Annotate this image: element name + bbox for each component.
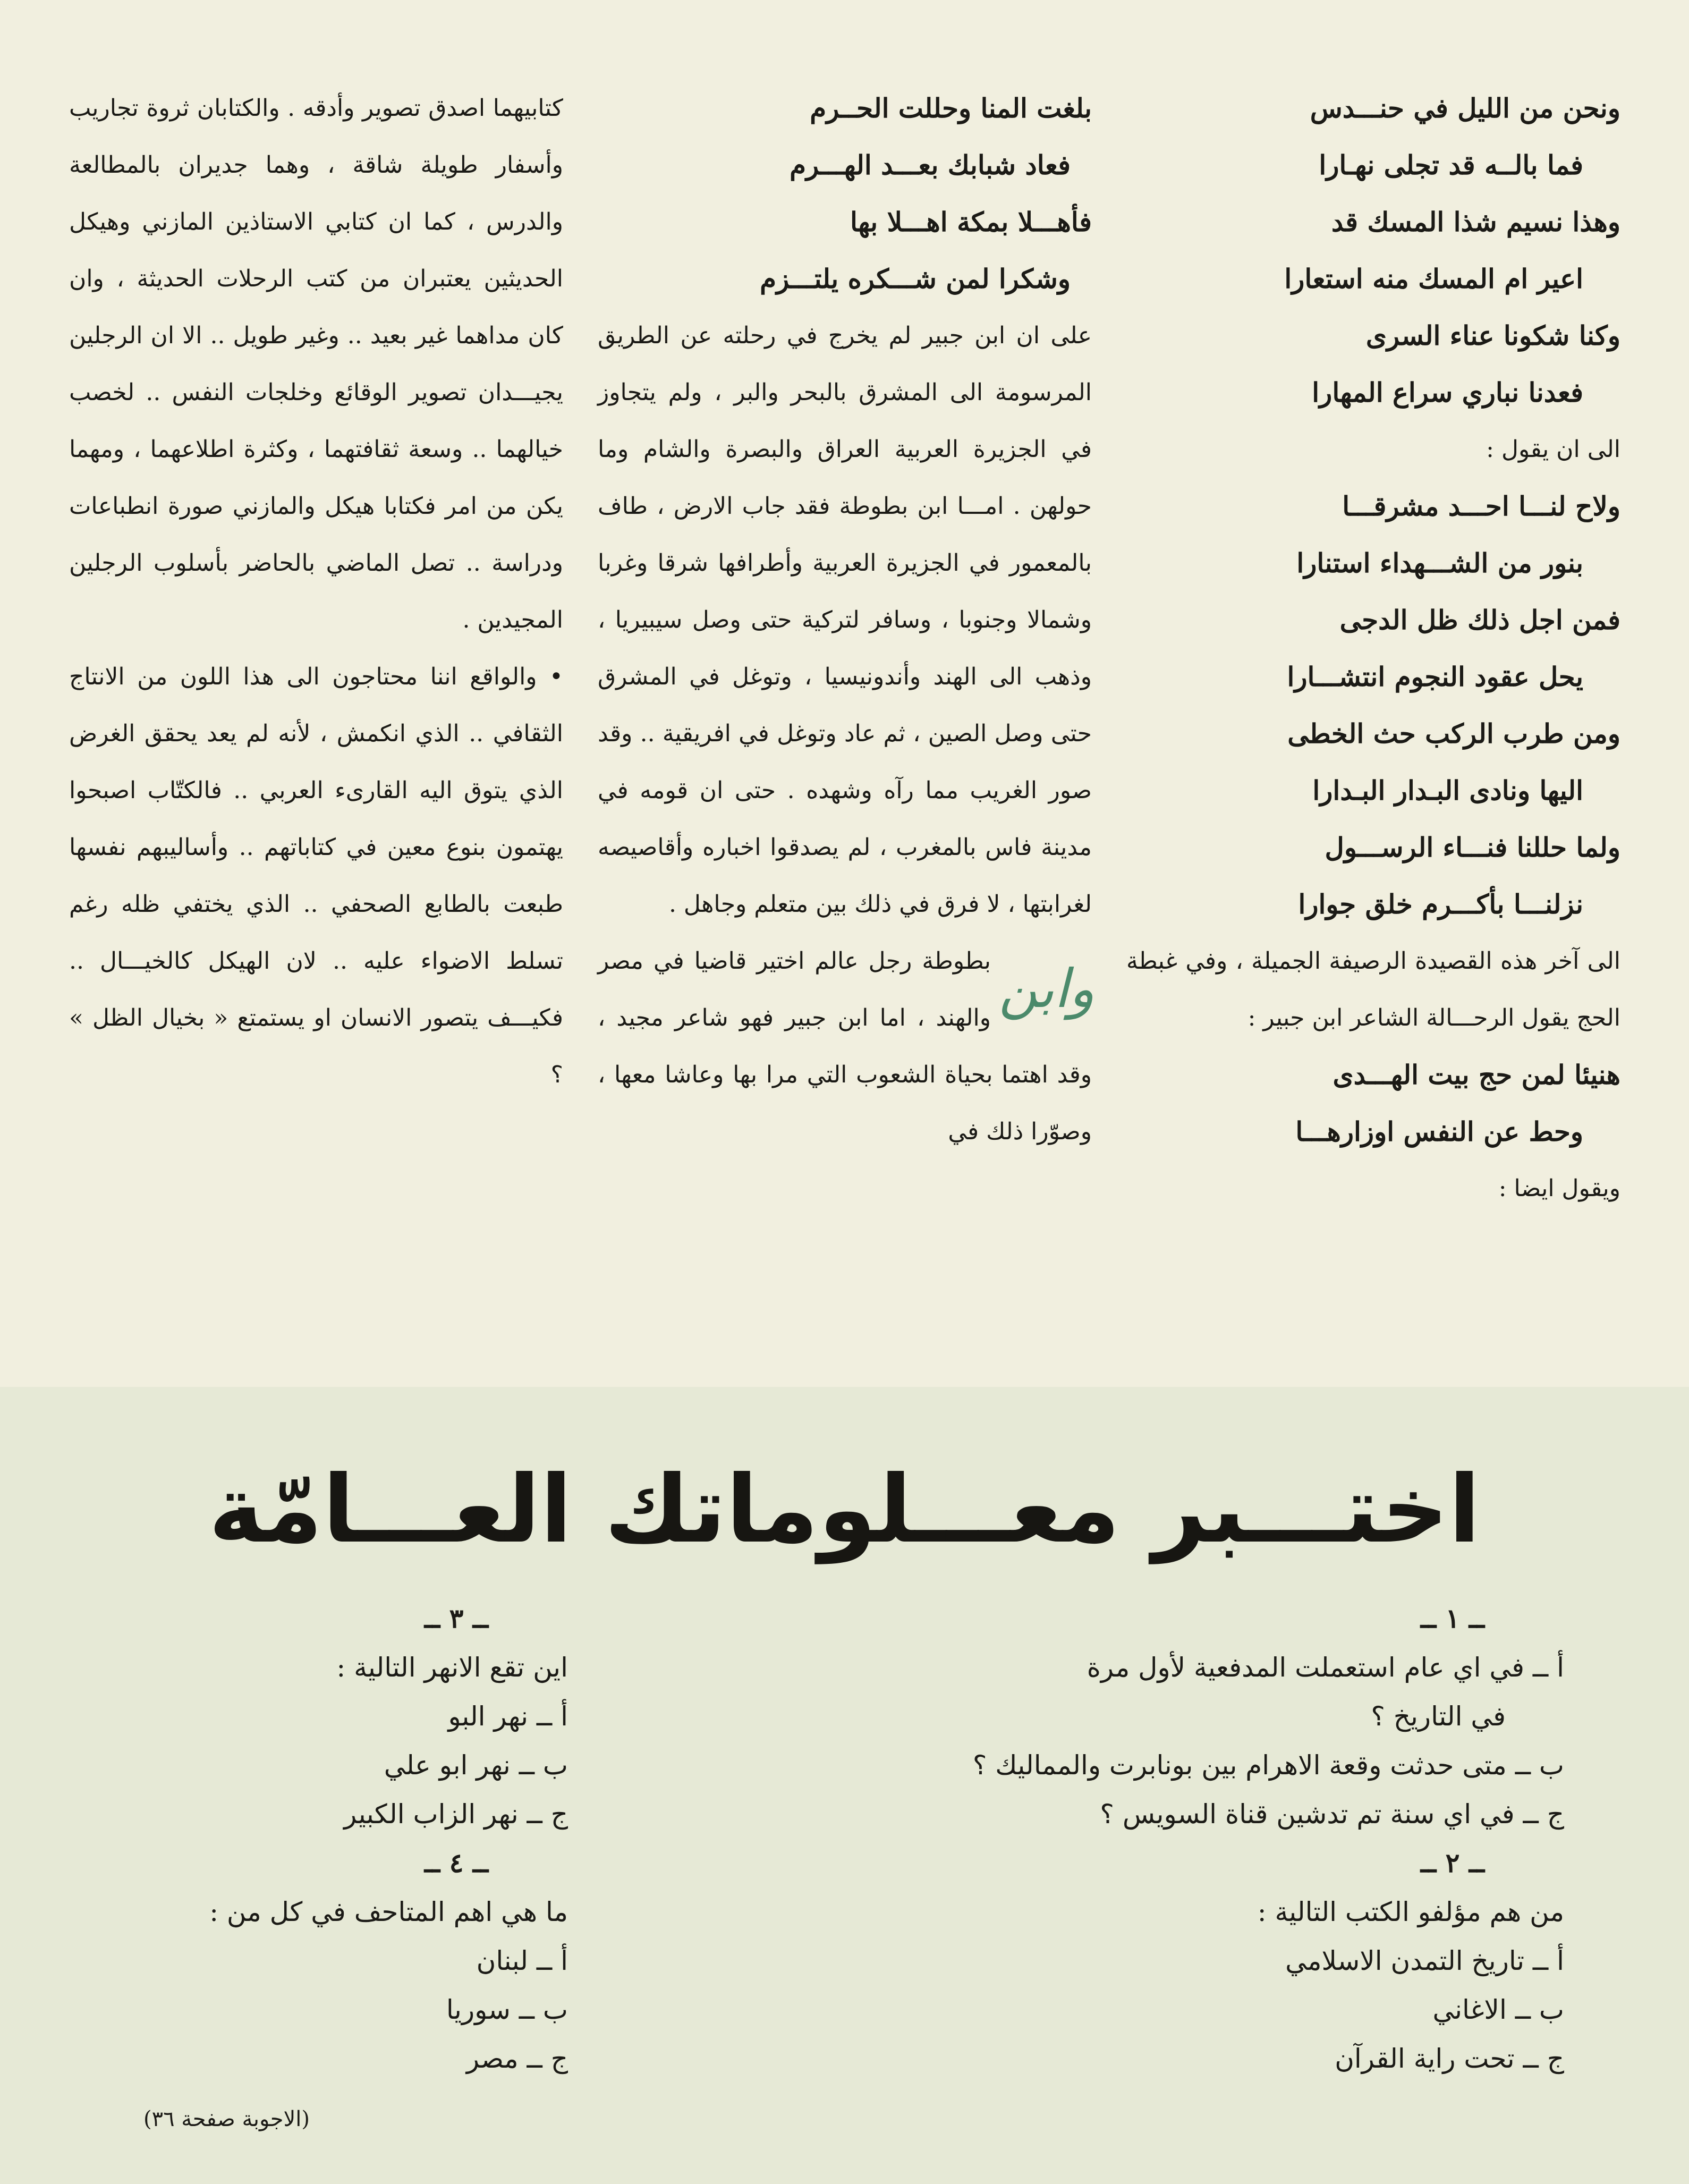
question-number: ــ ٣ ــ xyxy=(424,1603,489,1634)
verse-line: ومن طرب الركب حث الخطى xyxy=(1287,718,1620,749)
paragraph-with-dropcap xyxy=(598,933,1095,1160)
verse-line: وحط عن النفس اوزارهـــا xyxy=(1295,1116,1583,1147)
question-number: ــ ١ ــ xyxy=(1420,1603,1485,1634)
verse-line: وهذا نسيم شذا المسك قد xyxy=(1331,206,1620,238)
verse-line: اليها ونادى البـدار البـدارا xyxy=(1312,775,1583,806)
verses-block xyxy=(598,80,1092,307)
paragraph: ويقول ايضا : xyxy=(1498,1175,1620,1202)
column-right xyxy=(1126,80,1620,1217)
question-line: ج ــ تحت راية القرآن xyxy=(1335,2043,1564,2074)
column-left xyxy=(69,80,563,1103)
question-line: في التاريخ ؟ xyxy=(1371,1701,1506,1732)
question-line: ما هي اهم المتاحف في كل من : xyxy=(209,1897,568,1927)
question-line: من هم مؤلفو الكتب التالية : xyxy=(1257,1897,1564,1927)
question-line: ج ــ نهر الزاب الكبير xyxy=(344,1799,568,1830)
verse-line: فما بالــه قد تجلى نهـارا xyxy=(1319,149,1583,181)
verse-line: وكنا شكونا عناء السرى xyxy=(1365,320,1620,351)
decorative-initial: وابن xyxy=(998,957,1095,1020)
paragraph: على ان ابن جبير لم يخرج في رحلته عن الطريق المرسومة الى المشرق بالبحر والبر ، ولم يتجاوز في الجزيرة العربية العراق والبصرة والشام وما حولهن . امـــا ابن بطوطة فقد جاب الارض ، طاف بالمعمور في الجزيرة العربية وأطرافها شرقا وغربا وشمالا وجنوبا ، وسافر لتركية حتى وصل سيبيريا ، وذهب الى الهند وأندونيسيا ، وتوغل في المشرق حتى وصل الصين ، ثم عاد وتوغل في افريقية .. وقد صور الغريب مما رآه وشهده . حتى ان قومه في مدينة فاس بالمغرب ، لم يصدقوا اخباره وأقاصيصه لغرابتها ، لا فرق في ذلك بين متعلم وجاهل . xyxy=(598,322,1092,918)
question-line: ب ــ سوريا xyxy=(446,1994,568,2025)
verse-line: ولاح لنـــا احـــد مشرقـــا xyxy=(1342,490,1620,522)
paragraph: كتابيهما اصدق تصوير وأدقه . والكتابان ثروة تجاريب وأسفار طويلة شاقة ، وهما جديران بالمطالعة والدرس ، كما ان كتابي الاستاذين المازني وهيكل الحديثين يعتبران من كتب الرحلات الحديثة ، وان كان مداهما غير بعيد .. وغير طويل .. الا ان الرجلين يجيـــدان تصوير الوقائع وخلجات النفس .. لخصب خيالهما .. وسعة ثقافتهما ، وكثرة اطلاعهما ، ومهما يكن من امر فكتابا هيكل والمازني صورة انطباعات ودراسة .. تصل الماضي بالحاضر بأسلوب الرجلين المجيدين . xyxy=(69,95,563,633)
question-line: أ ــ لبنان xyxy=(476,1945,568,1976)
verse-line: ولما حللنا فنـــاء الرســـول xyxy=(1325,832,1620,863)
verse-line: بلغت المنا وحللت الحــرم xyxy=(810,92,1092,124)
verse-line: بنور من الشـــهداء استنارا xyxy=(1296,547,1583,579)
question-line: ب ــ نهر ابو علي xyxy=(384,1750,568,1781)
question-number: ــ ٤ ــ xyxy=(424,1847,489,1878)
verse-line: فعاد شبابك بعـــد الهـــرم xyxy=(790,149,1071,181)
article xyxy=(69,80,1620,1302)
question-line: اين تقع الانهر التالية : xyxy=(336,1652,568,1683)
verse-line: هنيئا لمن حج بيت الهـــدى xyxy=(1332,1059,1620,1090)
verse-line: اعير ام المسك منه استعارا xyxy=(1284,263,1583,294)
question-line: ب ــ الاغاني xyxy=(1432,1994,1564,2025)
quiz-title: اختـــبر معـــلوماتك العـــامّة xyxy=(208,1456,1481,1564)
verse-line: فأهـــلا بمكة اهـــلا بها xyxy=(850,206,1092,238)
quiz-column-right xyxy=(873,1594,1564,2083)
quiz-column-left xyxy=(90,1594,568,2083)
question-line: ج ــ مصر xyxy=(466,2043,568,2074)
paragraph: الى ان يقول : xyxy=(1486,436,1620,463)
question-line: أ ــ نهر البو xyxy=(448,1701,568,1732)
verse-line: وشكرا لمن شـــكره يلتـــزم xyxy=(760,263,1071,294)
question-number: ــ ٢ ــ xyxy=(1420,1847,1485,1878)
question-line: أ ــ في اي عام استعملت المدفعية لأول مرة xyxy=(1087,1652,1564,1683)
column-middle xyxy=(598,80,1095,1160)
verse-line: فعدنا نباري سراع المهارا xyxy=(1312,377,1583,408)
paragraph: • والواقع اننا محتاجون الى هذا اللون من الانتاج الثقافي .. الذي انكمش ، لأنه لم يعد يحقق الغرض الذي يتوق اليه القارىء العربي .. فالكتّاب اصبحوا يهتمون بنوع معين في كتاباتهم .. وأساليبهم نفسها طبعت بالطابع الصحفي .. الذي يختفي ظله رغم تسلط الاضواء عليه .. لان الهيكل كالخيـــال .. فكيـــف يتصور الانسان او يستمتع « بخيال الظل » ؟ xyxy=(69,663,563,1088)
verse-line: ونحن من الليل في حنـــدس xyxy=(1310,92,1620,124)
question-line: ب ــ متى حدثت وقعة الاهرام بين بونابرت والمماليك ؟ xyxy=(972,1750,1564,1781)
verse-line: يحل عقود النجوم انتشـــارا xyxy=(1287,661,1583,692)
question-line: أ ــ تاريخ التمدن الاسلامي xyxy=(1285,1945,1564,1976)
answers-note: (الاجوبة صفحة ٣٦) xyxy=(143,2107,310,2131)
paragraph-text: بطوطة رجل عالم اختير قاضيا في مصر والهند ، اما ابن جبير فهو شاعر مجيد ، وقد اهتما بحياة الشعوب التي مرا بها وعاشا معها ، وصوّرا ذلك في xyxy=(598,947,1092,1145)
verse-line: فمن اجل ذلك ظل الدجى xyxy=(1339,604,1620,636)
paragraph: الى آخر هذه القصيدة الرصيفة الجميلة ، وفي غبطة الحج يقول الرحـــالة الشاعر ابن جبير : xyxy=(1126,947,1620,1031)
verse-line: نزلنـــا بأكـــرم خلق جوارا xyxy=(1298,888,1583,920)
question-line: ج ــ في اي سنة تم تدشين قناة السويس ؟ xyxy=(1100,1799,1564,1830)
